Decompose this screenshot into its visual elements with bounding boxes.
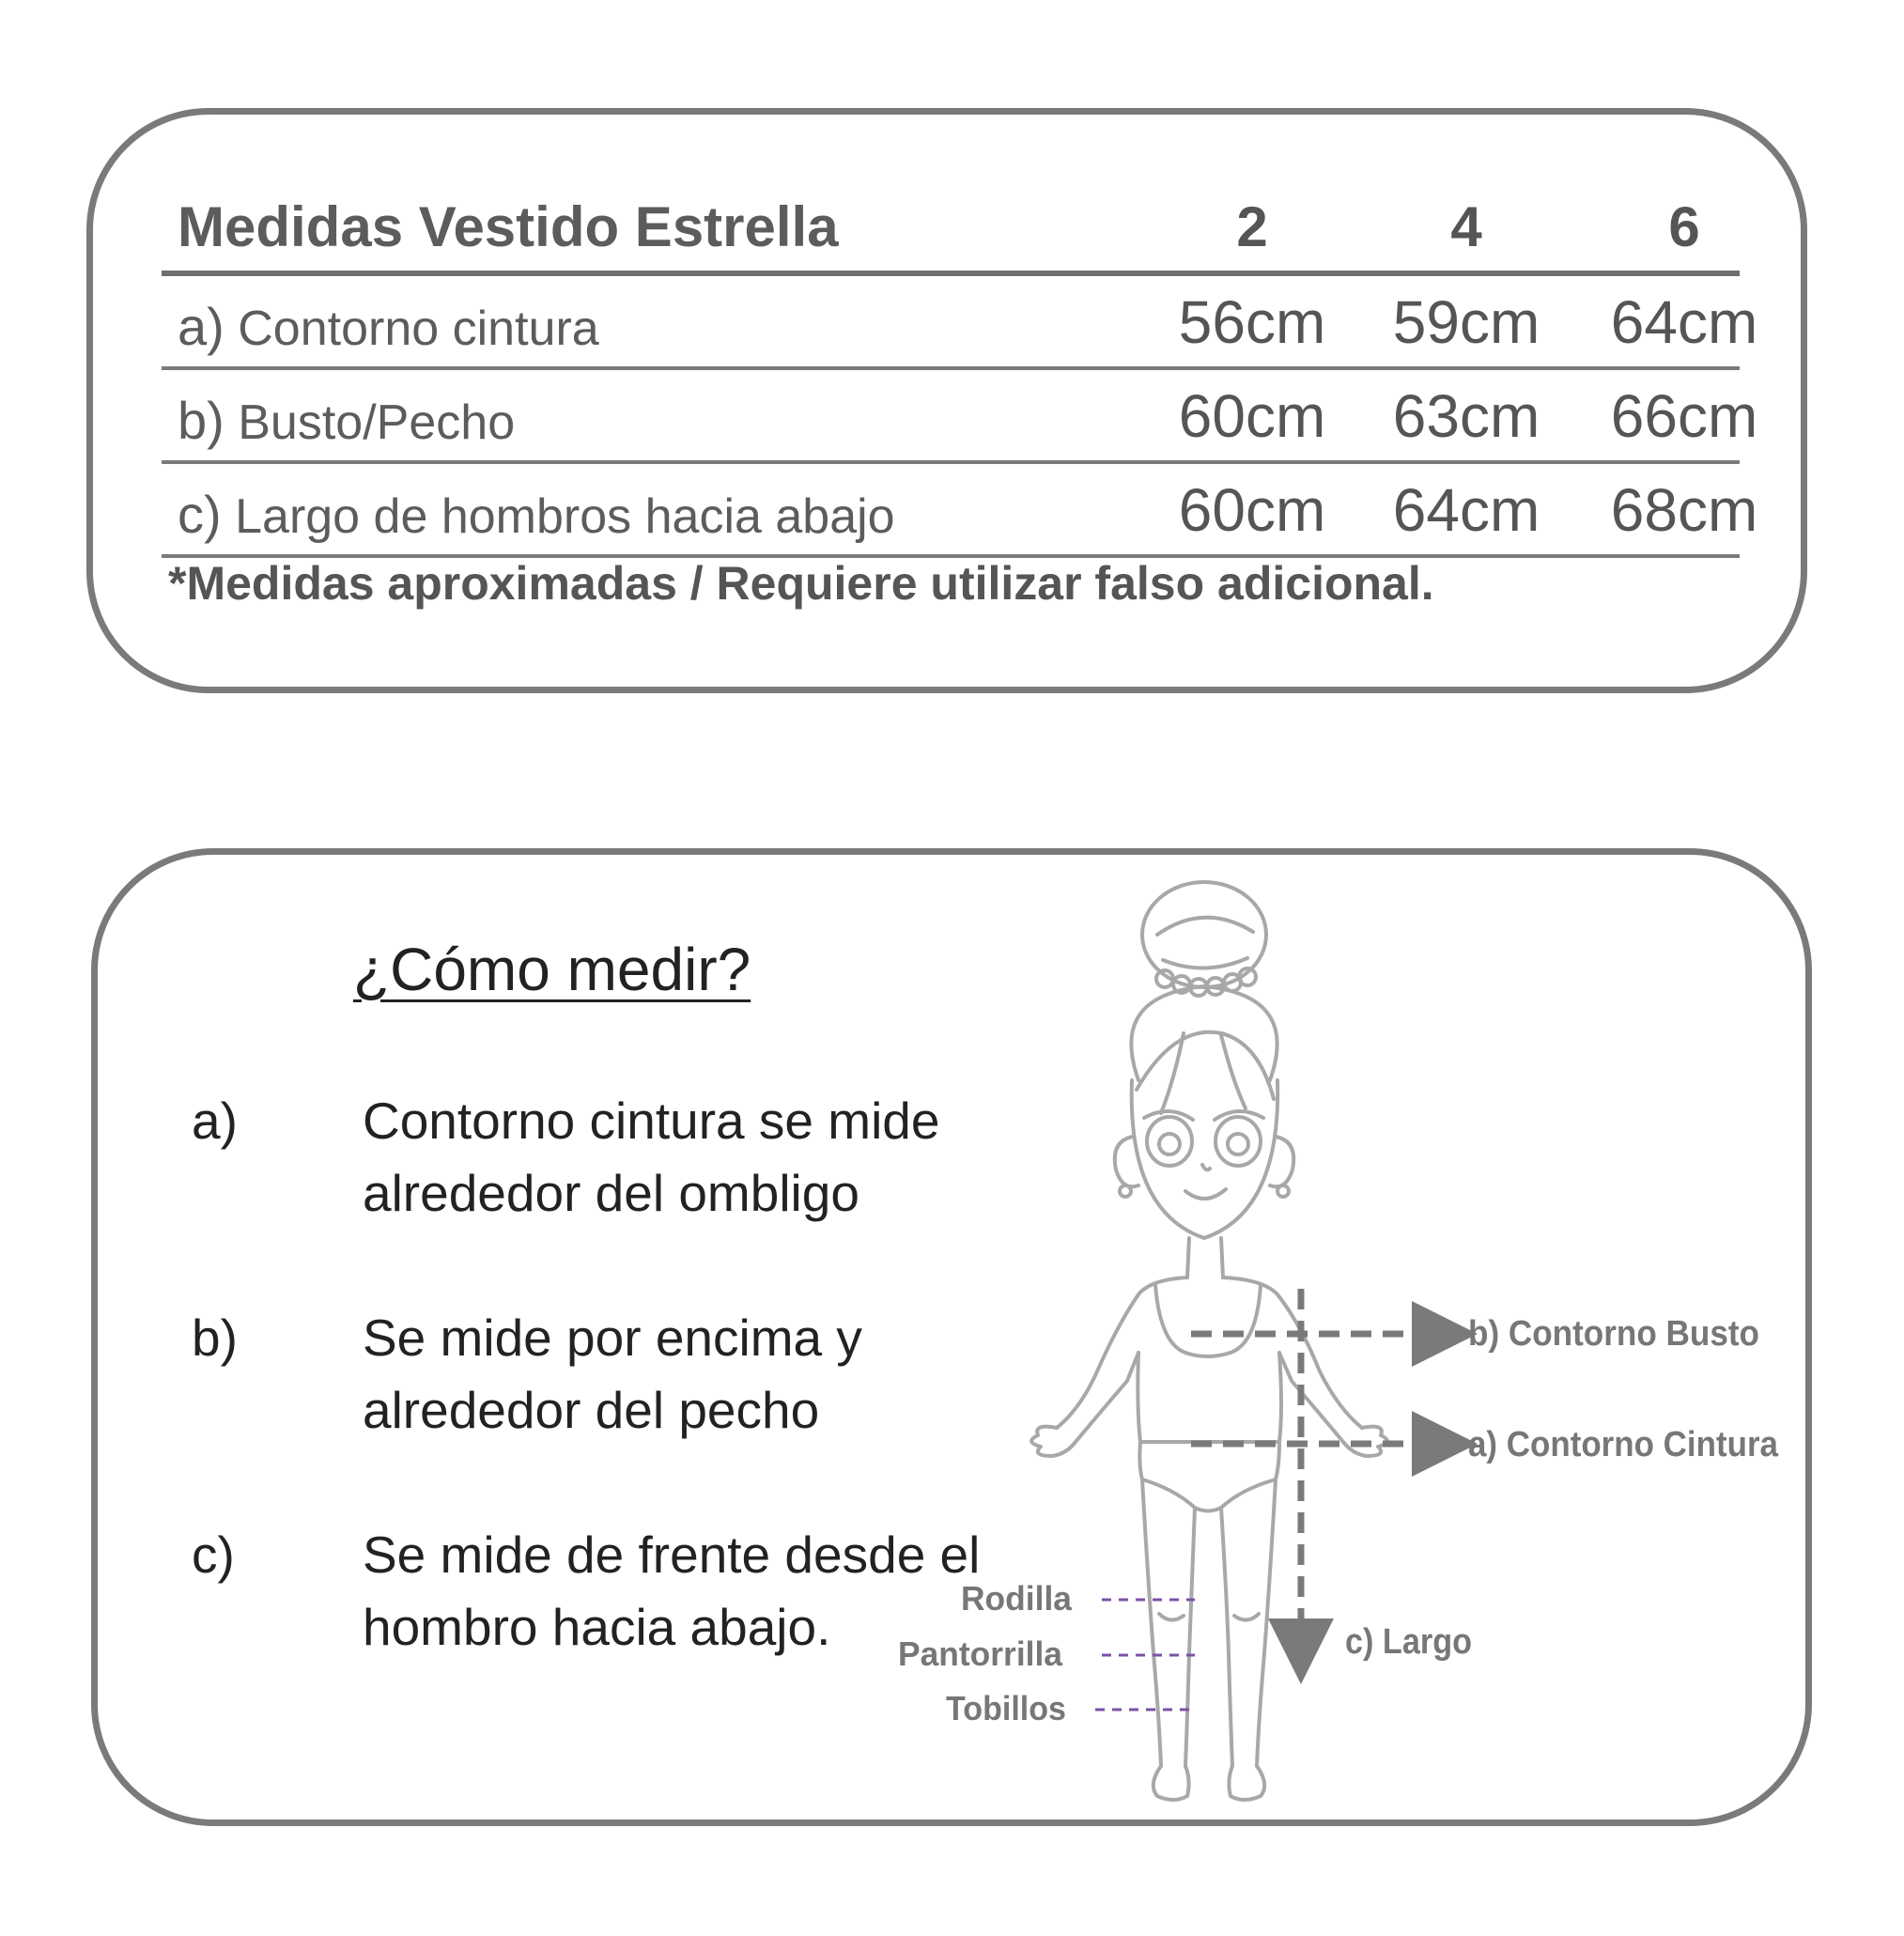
table-cell: 60cm [1178,382,1326,450]
step-text: Se mide por encima y alrededor del pecho [363,1309,862,1439]
step-marker: c) [192,1526,235,1584]
step-text: Contorno cintura se mide alrededor del ombligo [363,1092,940,1222]
how-to-title: ¿Cómo medir? [353,936,751,1003]
size-header: 6 [1668,195,1700,258]
row-letter: b) [178,391,224,450]
size-header: 4 [1450,195,1482,258]
table-cell: 60cm [1178,476,1326,544]
row-label-text: Largo de hombros hacia abajo [235,489,895,544]
table-cell: 68cm [1610,476,1758,544]
row-label-text: Busto/Pecho [238,395,516,450]
waist-label: a) Contorno Cintura [1468,1425,1779,1464]
table-cell: 66cm [1610,382,1758,450]
child-outline-illustration [1031,882,1387,1800]
table-title: Medidas Vestido Estrella [178,195,839,258]
table-cell: 64cm [1610,288,1758,356]
ankle-label: Tobillos [946,1689,1066,1727]
knee-label: Rodilla [961,1579,1073,1618]
size-header: 2 [1236,195,1268,258]
row-letter: a) [178,297,224,356]
table-cell: 64cm [1392,476,1540,544]
table-cell: 59cm [1392,288,1540,356]
step-marker: b) [192,1309,238,1367]
step-text: Se mide de frente desde el hombro hacia abajo. [363,1526,981,1656]
row-label-text: Contorno cintura [238,302,599,356]
table-cell: 56cm [1178,288,1326,356]
row-letter: c) [178,485,222,544]
bust-label: b) Contorno Busto [1468,1314,1759,1354]
length-label: c) Largo [1345,1622,1472,1662]
calf-label: Pantorrilla [898,1634,1063,1673]
table-note: *Medidas aproximadas / Requiere utilizar falso adicional. [168,557,1434,610]
step-marker: a) [192,1092,238,1150]
table-cell: 63cm [1392,382,1540,450]
